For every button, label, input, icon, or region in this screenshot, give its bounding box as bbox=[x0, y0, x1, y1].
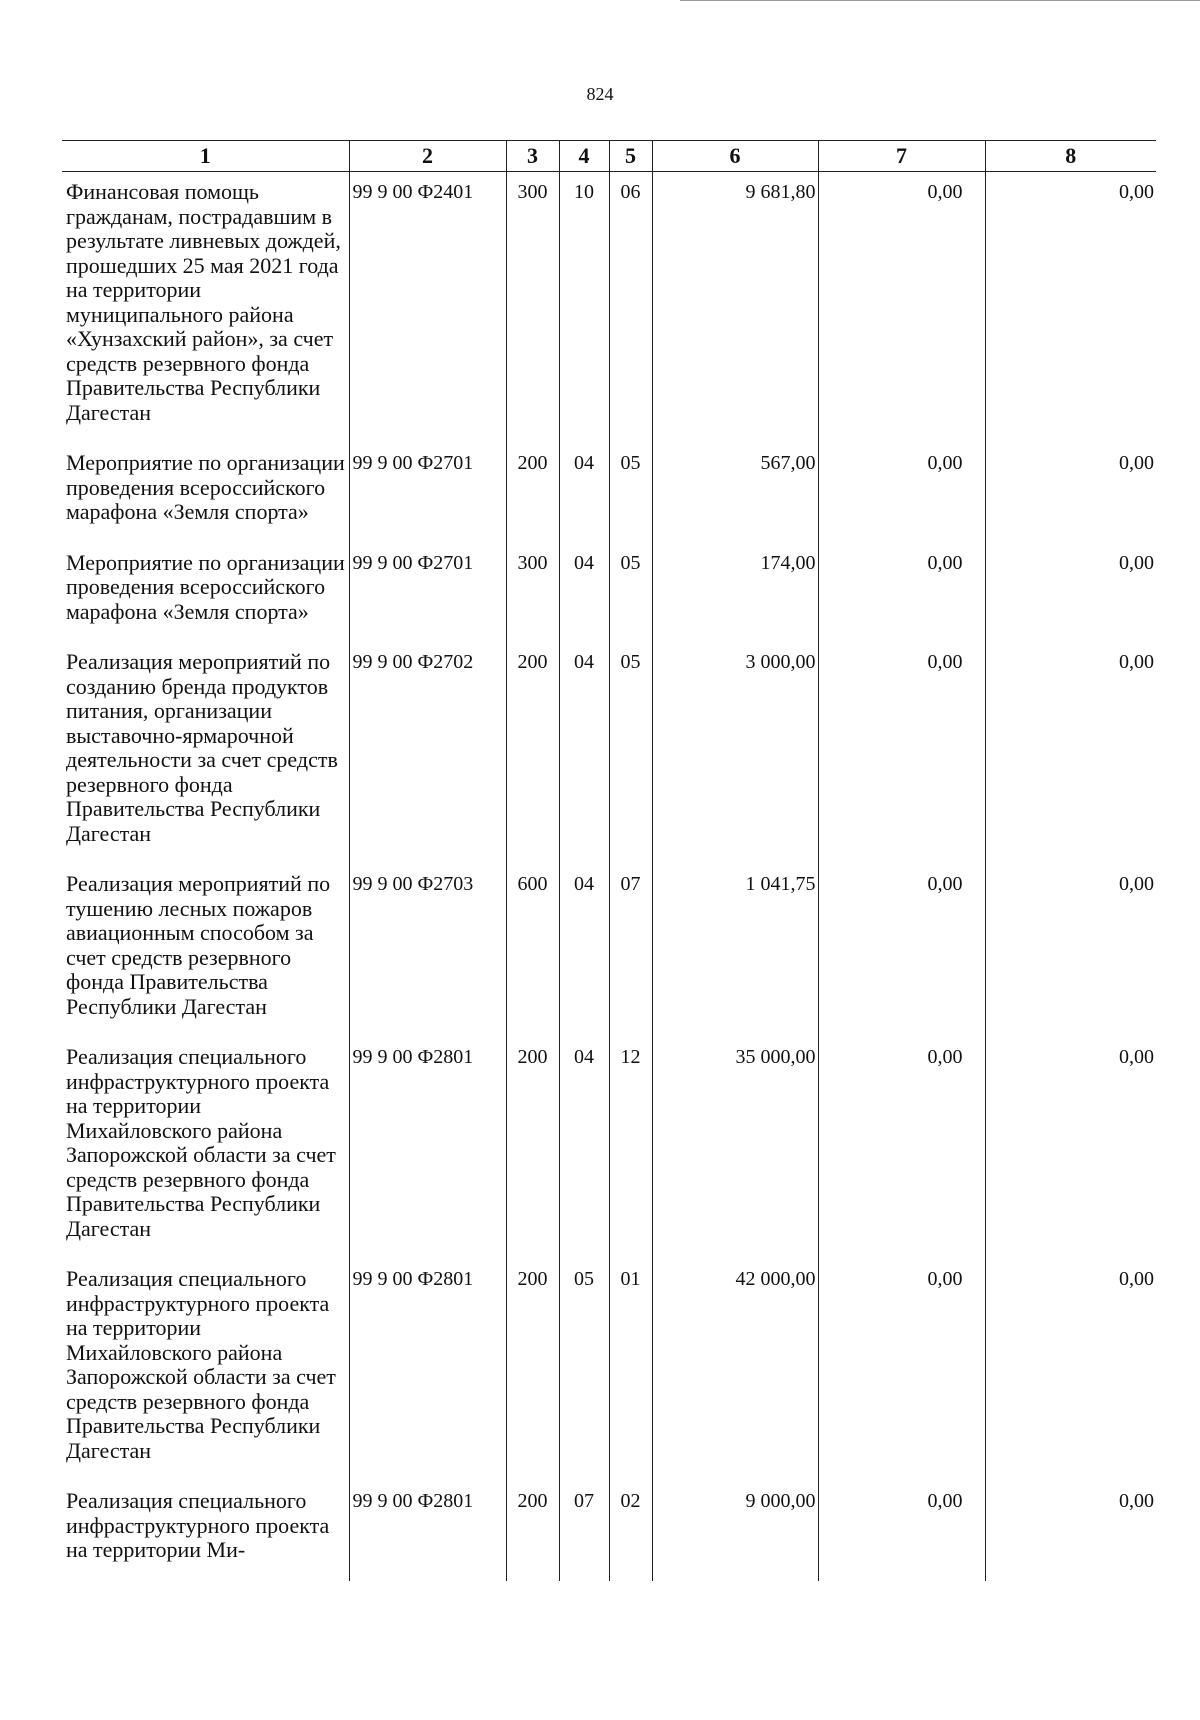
column-header-7: 7 bbox=[818, 141, 985, 172]
row-name: Реализация мероприятий по тушению лесных пожаров авиационным способом за счет средств резервного фонда Правительства Республики Дагестан bbox=[66, 871, 331, 1019]
column-header-6: 6 bbox=[652, 141, 818, 172]
row-sum-2: 0,00 bbox=[818, 1259, 985, 1481]
row-rz: 04 bbox=[559, 864, 609, 1037]
row-sum-1: 567,00 bbox=[652, 443, 818, 543]
row-vr: 300 bbox=[506, 543, 559, 643]
row-code: 99 9 00 Ф2801 bbox=[349, 1037, 506, 1259]
row-sum-1: 9 681,80 bbox=[652, 172, 818, 444]
row-sum-2: 0,00 bbox=[818, 172, 985, 444]
row-sum-1: 9 000,00 bbox=[652, 1481, 818, 1581]
row-code: 99 9 00 Ф2702 bbox=[349, 642, 506, 864]
page-number: 824 bbox=[586, 84, 614, 104]
row-vr: 600 bbox=[506, 864, 559, 1037]
row-code: 99 9 00 Ф2701 bbox=[349, 543, 506, 643]
row-sum-3: 0,00 bbox=[985, 1259, 1156, 1481]
row-vr: 200 bbox=[506, 1481, 559, 1581]
row-code: 99 9 00 Ф2801 bbox=[349, 1481, 506, 1581]
row-pr: 01 bbox=[609, 1259, 652, 1481]
row-rz: 04 bbox=[559, 543, 609, 643]
row-sum-1: 42 000,00 bbox=[652, 1259, 818, 1481]
row-sum-2: 0,00 bbox=[818, 864, 985, 1037]
row-code: 99 9 00 Ф2801 bbox=[349, 1259, 506, 1481]
column-header-8: 8 bbox=[985, 141, 1156, 172]
table-row bbox=[62, 1259, 1156, 1481]
column-header-2: 2 bbox=[349, 141, 506, 172]
row-rz: 05 bbox=[559, 1259, 609, 1481]
row-vr: 300 bbox=[506, 172, 559, 444]
row-sum-2: 0,00 bbox=[818, 443, 985, 543]
row-name: Реализация мероприятий по созданию бренда продуктов питания, организации выставочно-ярмарочной деятельности за счет средств резервного фонда Правительства Республики Дагестан bbox=[66, 649, 338, 846]
row-pr: 05 bbox=[609, 642, 652, 864]
top-rule bbox=[680, 0, 1200, 1]
row-name: Финансовая помощь гражданам, пострадавшим в результате ливневых дождей, прошедших 25 мая 2021 года на территории муниципального района «Хунзахский район», за счет средств резервного фонда Правительства Республики Дагестан bbox=[66, 179, 341, 425]
row-rz: 04 bbox=[559, 443, 609, 543]
header-row bbox=[62, 141, 1156, 172]
column-header-3: 3 bbox=[506, 141, 559, 172]
row-rz: 04 bbox=[559, 1037, 609, 1259]
row-pr: 07 bbox=[609, 864, 652, 1037]
row-pr: 05 bbox=[609, 543, 652, 643]
table-row bbox=[62, 172, 1156, 444]
row-sum-3: 0,00 bbox=[985, 443, 1156, 543]
row-code: 99 9 00 Ф2701 bbox=[349, 443, 506, 543]
column-header-4: 4 bbox=[559, 141, 609, 172]
table-row bbox=[62, 443, 1156, 543]
row-name: Реализация специального инфраструктурного проекта на территории Михайловского района Запорожской области за счет средств резервного фонда Правительства Республики Дагестан bbox=[66, 1266, 336, 1463]
row-sum-1: 3 000,00 bbox=[652, 642, 818, 864]
row-sum-1: 1 041,75 bbox=[652, 864, 818, 1037]
row-rz: 10 bbox=[559, 172, 609, 444]
row-sum-2: 0,00 bbox=[818, 1037, 985, 1259]
row-vr: 200 bbox=[506, 443, 559, 543]
row-pr: 05 bbox=[609, 443, 652, 543]
table-row bbox=[62, 1037, 1156, 1259]
table-row bbox=[62, 864, 1156, 1037]
column-header-5: 5 bbox=[609, 141, 652, 172]
table-row bbox=[62, 543, 1156, 643]
row-vr: 200 bbox=[506, 1037, 559, 1259]
table-row bbox=[62, 1481, 1156, 1581]
row-code: 99 9 00 Ф2703 bbox=[349, 864, 506, 1037]
budget-table bbox=[62, 140, 1156, 1581]
row-name: Реализация специального инфраструктурного проекта на территории Михайловского района Запорожской области за счет средств резервного фонда Правительства Республики Дагестан bbox=[66, 1044, 336, 1241]
row-sum-2: 0,00 bbox=[818, 543, 985, 643]
row-rz: 07 bbox=[559, 1481, 609, 1581]
row-sum-3: 0,00 bbox=[985, 172, 1156, 444]
row-sum-1: 35 000,00 bbox=[652, 1037, 818, 1259]
row-pr: 02 bbox=[609, 1481, 652, 1581]
row-vr: 200 bbox=[506, 1259, 559, 1481]
row-sum-3: 0,00 bbox=[985, 642, 1156, 864]
row-sum-3: 0,00 bbox=[985, 1481, 1156, 1581]
row-name: Мероприятие по организации проведения всероссийского марафона «Земля спорта» bbox=[66, 450, 345, 524]
row-sum-1: 174,00 bbox=[652, 543, 818, 643]
row-rz: 04 bbox=[559, 642, 609, 864]
row-pr: 06 bbox=[609, 172, 652, 444]
row-sum-3: 0,00 bbox=[985, 543, 1156, 643]
row-name: Реализация специального инфраструктурного проекта на территории Ми- bbox=[66, 1488, 330, 1562]
row-sum-2: 0,00 bbox=[818, 1481, 985, 1581]
row-vr: 200 bbox=[506, 642, 559, 864]
row-code: 99 9 00 Ф2401 bbox=[349, 172, 506, 444]
row-sum-2: 0,00 bbox=[818, 642, 985, 864]
column-header-1: 1 bbox=[62, 141, 349, 172]
row-sum-3: 0,00 bbox=[985, 1037, 1156, 1259]
table-row bbox=[62, 642, 1156, 864]
row-name: Мероприятие по организации проведения всероссийского марафона «Земля спорта» bbox=[66, 549, 345, 624]
row-pr: 12 bbox=[609, 1037, 652, 1259]
row-sum-3: 0,00 bbox=[985, 864, 1156, 1037]
